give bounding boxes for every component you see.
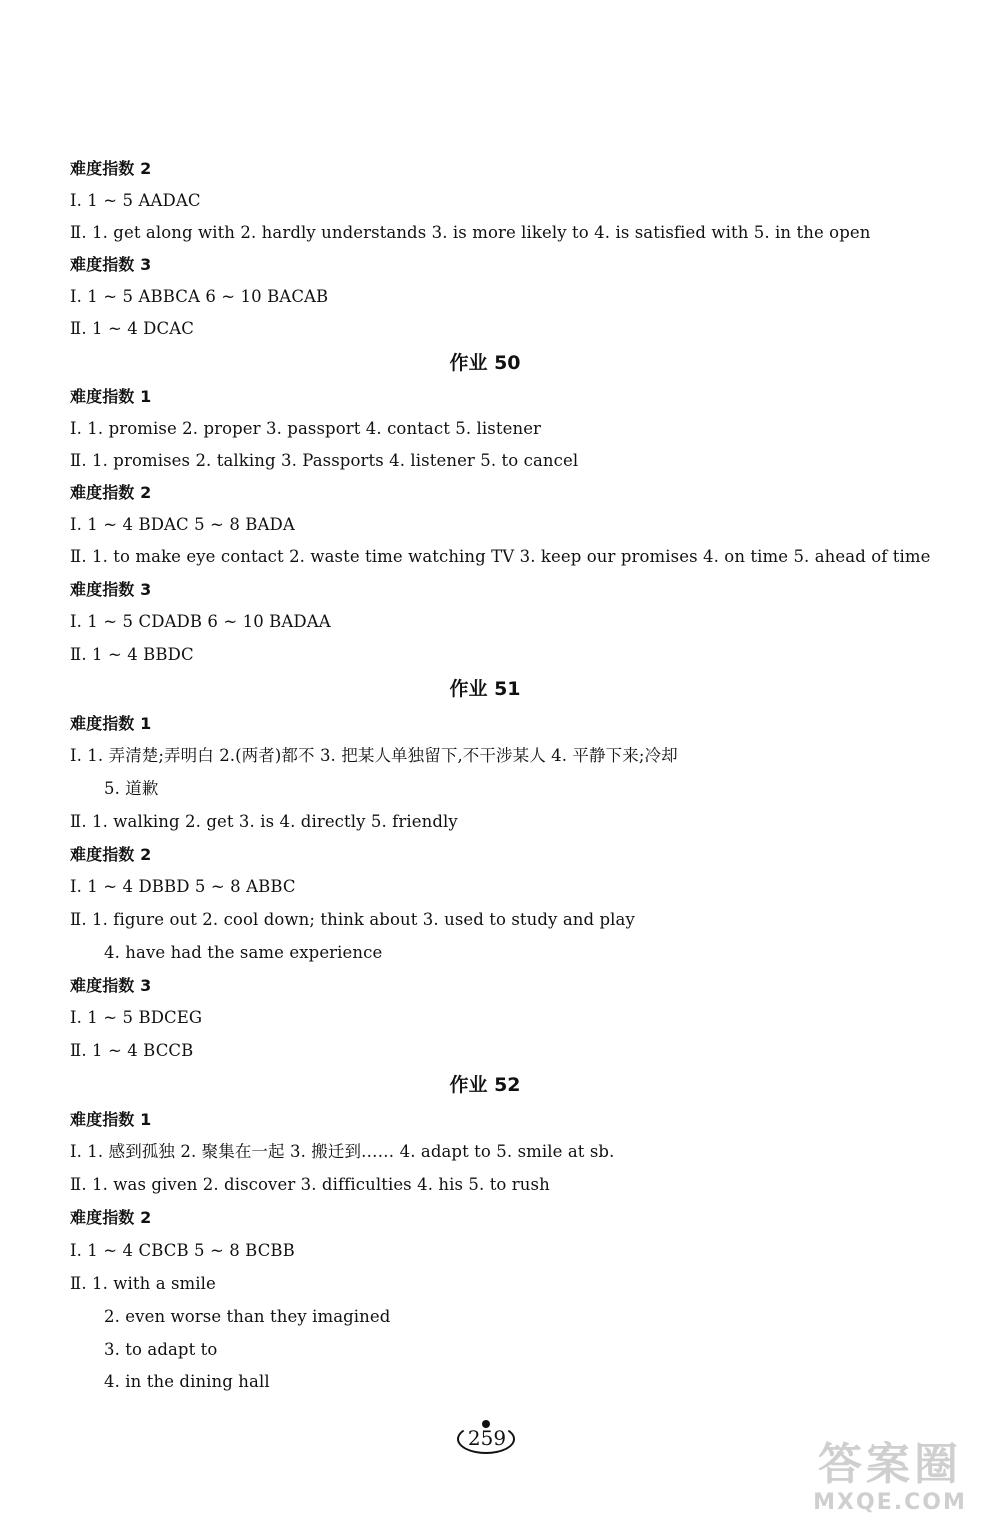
line-22: Ⅰ. 1 ~ 4 DBBD 5 ~ 8 ABBC [70, 877, 296, 896]
line-5: Ⅱ. 1 ~ 4 DCAC [70, 319, 194, 338]
line-3: 难度指数 3 [70, 255, 152, 274]
line-25: 难度指数 3 [70, 976, 152, 995]
watermark-logo [790, 1440, 990, 1530]
line-37: 4. in the dining hall [104, 1372, 270, 1391]
line-35: 2. even worse than they imagined [104, 1307, 391, 1326]
section-title-50: 作业 50 [449, 352, 521, 374]
line-32: 难度指数 2 [70, 1208, 152, 1227]
line-11: Ⅰ. 1 ~ 4 BDAC 5 ~ 8 BADA [70, 515, 295, 534]
line-23: Ⅱ. 1. figure out 2. cool down; think about 3. used to study and play [70, 910, 635, 929]
line-36: 3. to adapt to [104, 1340, 218, 1359]
line-24: 4. have had the same experience [104, 943, 383, 962]
line-0: 难度指数 2 [70, 159, 152, 178]
line-27: Ⅱ. 1 ~ 4 BCCB [70, 1041, 194, 1060]
watermark-text: 答案圈 [818, 1439, 962, 1490]
line-9: Ⅱ. 1. promises 2. talking 3. Passports 4. listener 5. to cancel [70, 451, 579, 470]
line-7: 难度指数 1 [70, 387, 152, 406]
line-2: Ⅱ. 1. get along with 2. hardly understands 3. is more likely to 4. is satisfied with 5. in the open [70, 223, 871, 242]
line-13: 难度指数 3 [70, 580, 152, 599]
line-19: 5. 道歉 [104, 779, 159, 798]
line-33: Ⅰ. 1 ~ 4 CBCB 5 ~ 8 BCBB [70, 1241, 295, 1260]
section-title-52: 作业 52 [449, 1074, 521, 1096]
line-34: Ⅱ. 1. with a smile [70, 1274, 216, 1293]
line-30: Ⅰ. 1. 感到孤独 2. 聚集在一起 3. 搬迁到…… 4. adapt to 5. smile at sb. [70, 1142, 615, 1161]
line-29: 难度指数 1 [70, 1110, 152, 1129]
page-number-text: 259 [467, 1426, 507, 1450]
page-number [455, 1420, 519, 1456]
line-4: Ⅰ. 1 ~ 5 ABBCA 6 ~ 10 BACAB [70, 287, 329, 306]
line-14: Ⅰ. 1 ~ 5 CDADB 6 ~ 10 BADAA [70, 612, 331, 631]
line-1: Ⅰ. 1 ~ 5 AADAC [70, 191, 201, 210]
line-18: Ⅰ. 1. 弄清楚;弄明白 2.(两者)都不 3. 把某人单独留下,不干涉某人 4. 平静下来;冷却 [70, 746, 678, 765]
line-31: Ⅱ. 1. was given 2. discover 3. difficulties 4. his 5. to rush [70, 1175, 550, 1194]
line-20: Ⅱ. 1. walking 2. get 3. is 4. directly 5. friendly [70, 812, 458, 831]
line-15: Ⅱ. 1 ~ 4 BBDC [70, 645, 194, 664]
line-21: 难度指数 2 [70, 845, 152, 864]
line-12: Ⅱ. 1. to make eye contact 2. waste time watching TV 3. keep our promises 4. on time 5. ahead of time [70, 547, 931, 566]
line-17: 难度指数 1 [70, 714, 152, 733]
line-10: 难度指数 2 [70, 483, 152, 502]
section-title-51: 作业 51 [449, 678, 521, 700]
watermark-subtext: MXQE.COM [813, 1490, 967, 1515]
line-8: Ⅰ. 1. promise 2. proper 3. passport 4. contact 5. listener [70, 419, 542, 438]
line-26: Ⅰ. 1 ~ 5 BDCEG [70, 1008, 203, 1027]
